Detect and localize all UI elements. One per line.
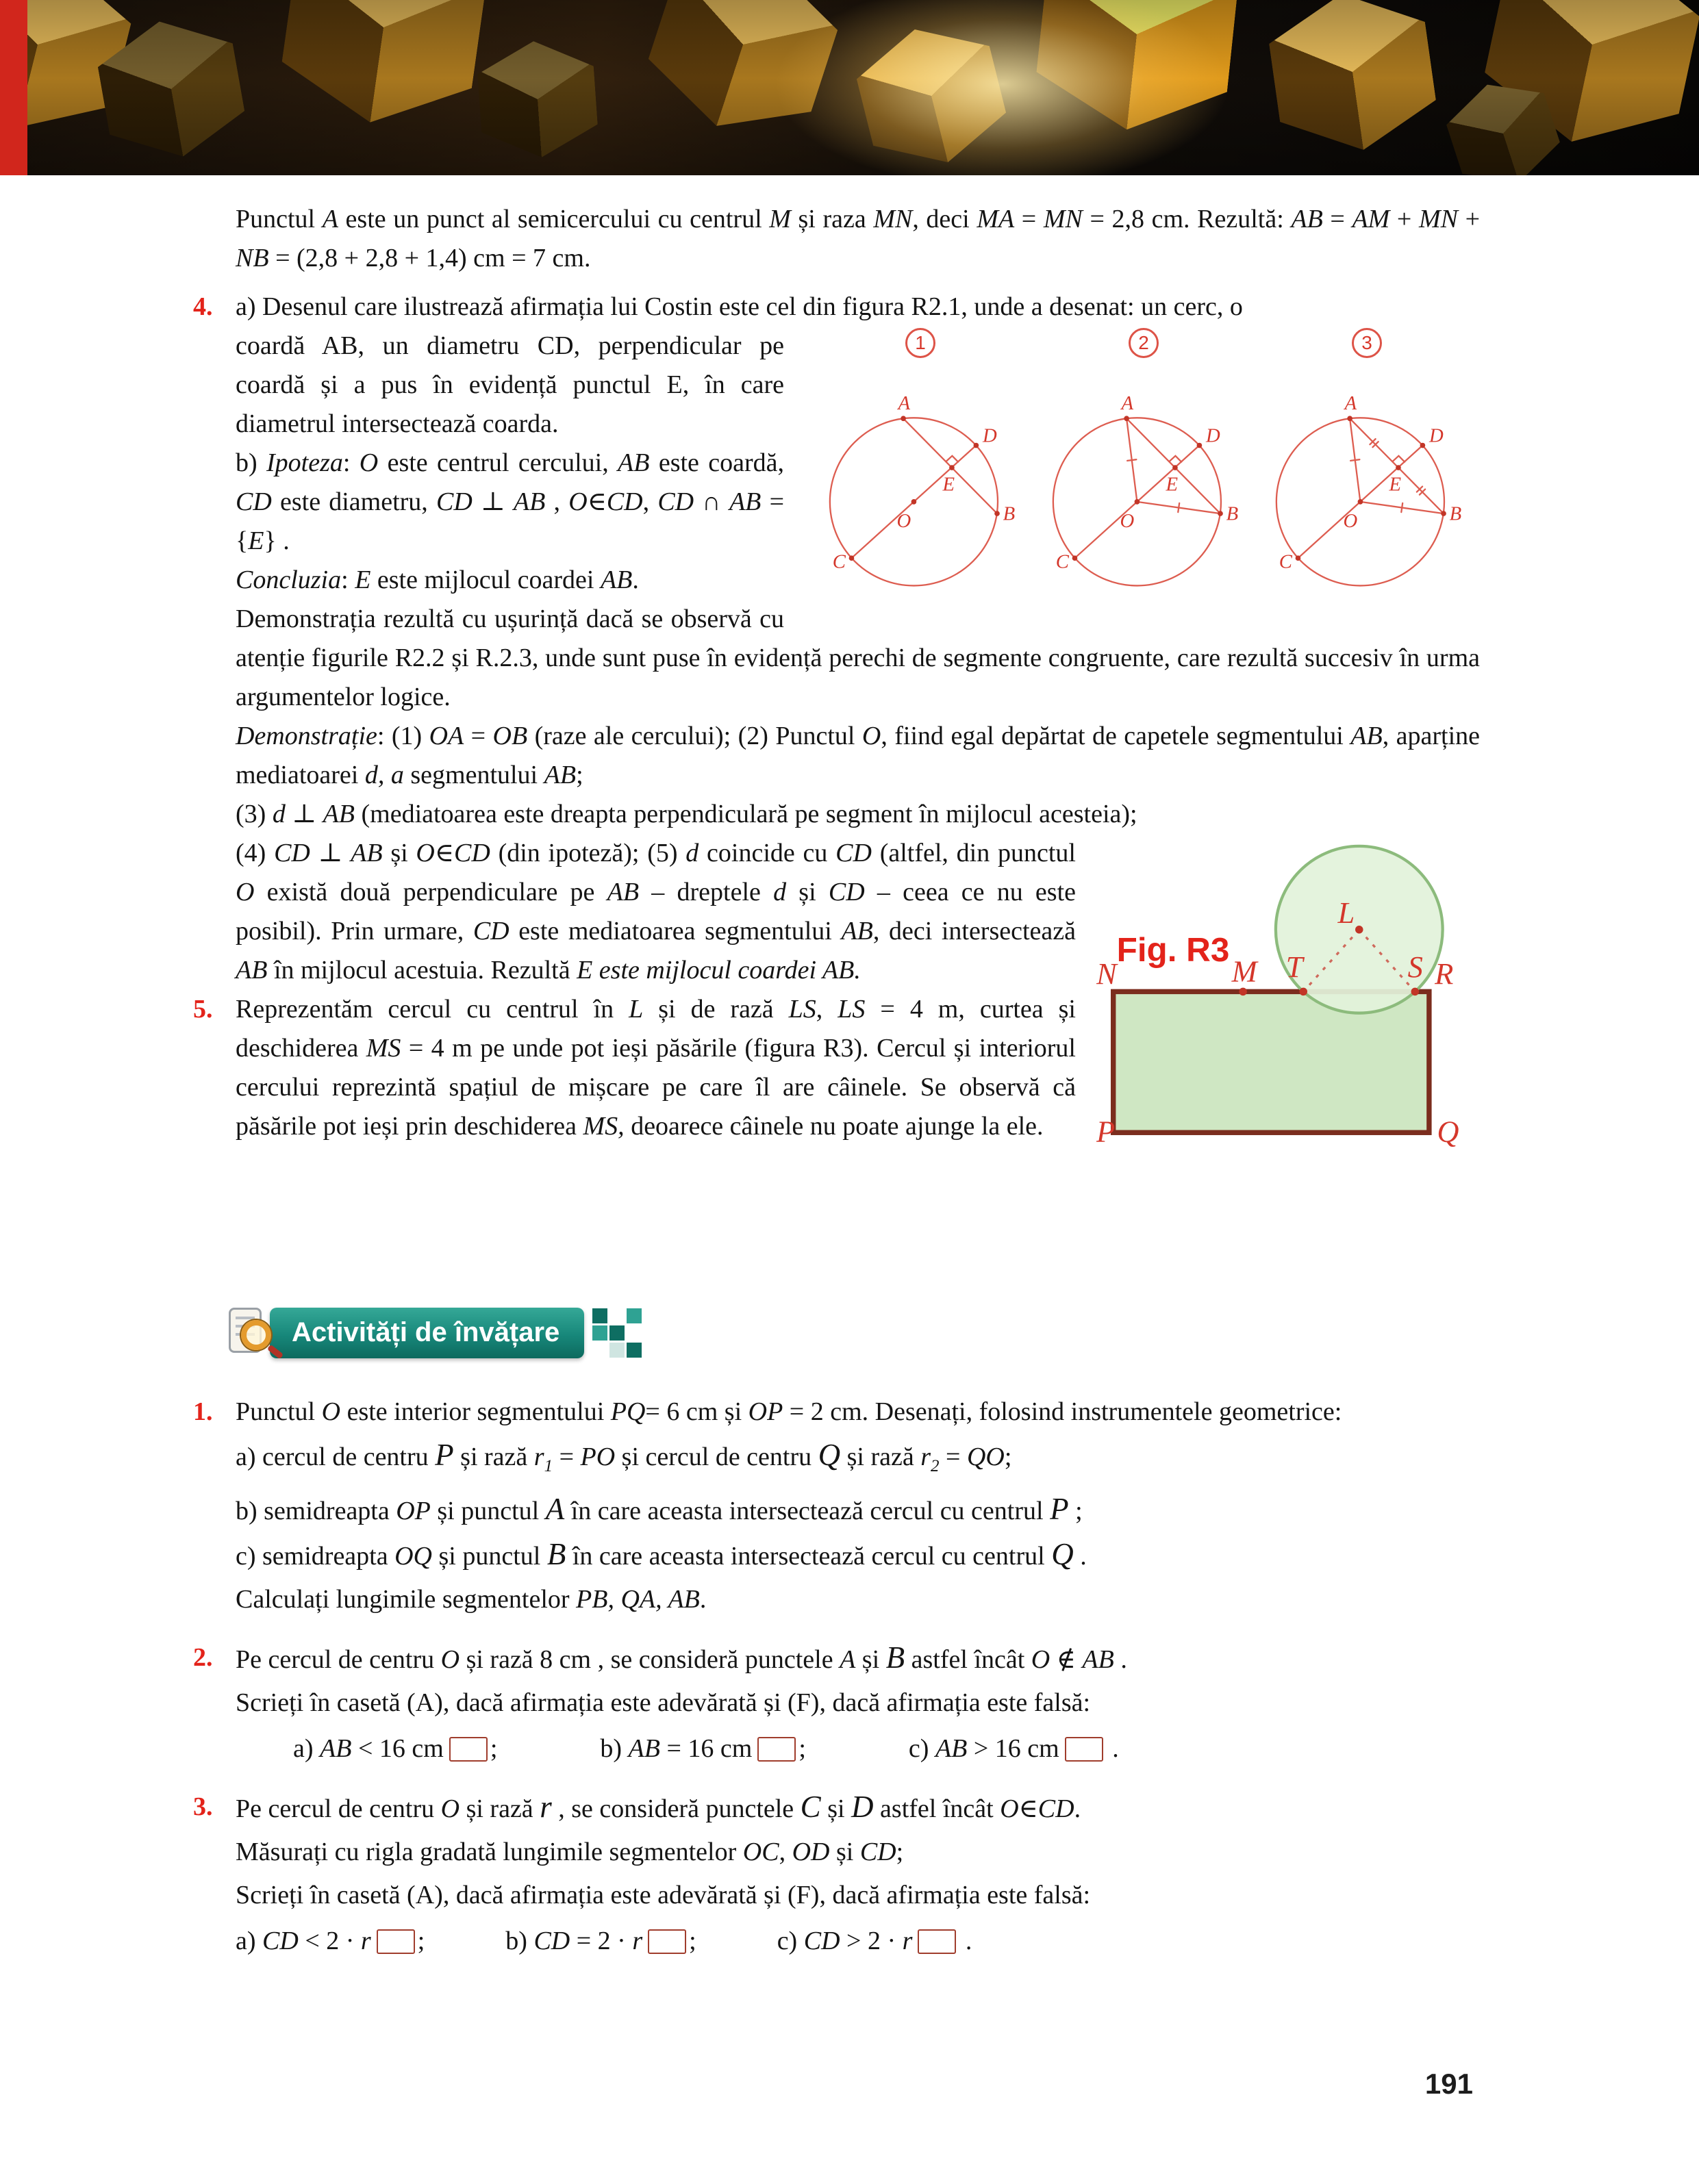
- option-3a: [236, 1922, 425, 1961]
- item-5-text: Reprezentăm cercul cu centrul în L și de rază LS, LS = 4 m, curtea și deschiderea MS = 4 m pe unde pot ieși păsările (figura R3). Cercul și interiorul cercului reprezintă spațiul de mișcare pe care îl are câinele. Se observă că păsările pot ieși prin deschiderea MS, deoarece câinele nu poate ajunge la ele.: [236, 995, 1076, 1141]
- option-3c: [777, 1922, 972, 1961]
- activity-2-intro: Pe cercul de centru O și rază 8 cm , se consideră punctele A și B astfel încât O ∉ AB .: [236, 1640, 1127, 1675]
- pixel-cell: [609, 1325, 625, 1341]
- activity-1d: Calculați lungimile segmentelor PB, QA, AB.: [236, 1585, 707, 1614]
- activities-banner: [225, 1305, 1480, 1361]
- point-labels: [1279, 392, 1461, 573]
- svg-text:B: B: [1003, 503, 1016, 525]
- svg-text:O: O: [1343, 510, 1358, 533]
- option-3b: [505, 1922, 696, 1961]
- option-3b-label: b) CD = 2 · r: [505, 1927, 643, 1955]
- svg-text:D: D: [1205, 424, 1220, 447]
- figure-r3-label: Fig. R3: [1116, 930, 1230, 969]
- activity-3-number: 3.: [193, 1792, 213, 1821]
- svg-text:B: B: [1226, 503, 1239, 525]
- pixel-grid-decoration: [592, 1308, 642, 1358]
- figure-r2-1-diagram: [809, 361, 1032, 623]
- item-4-ipoteza: b) Ipoteza: O este centrul cercului, AB este coardă, CD este diametru, CD ⊥ AB , O∈CD, CD ∩ AB = {E} .: [236, 448, 784, 555]
- svg-text:P: P: [1096, 1114, 1116, 1149]
- answer-box-3c[interactable]: [918, 1929, 956, 1954]
- answer-box-2b[interactable]: [757, 1737, 796, 1762]
- magnifier-icon: [241, 1320, 271, 1350]
- option-2c: [909, 1729, 1119, 1768]
- option-3a-label: a) CD < 2 · r: [236, 1927, 371, 1955]
- svg-text:D: D: [982, 424, 997, 447]
- figure-number-2: 2: [1129, 328, 1159, 358]
- svg-text:O: O: [1120, 510, 1135, 533]
- solution-continued-paragraph: Punctul A este un punct al semicercului cu centrul M și raza MN, deci MA = MN = 2,8 cm. Rezultă: AB = AM + MN + NB = (2,8 + 2,8 + 1,4) cm = 7 cm.: [236, 205, 1481, 272]
- figure-r2-3-diagram: [1255, 361, 1478, 623]
- option-2b: [600, 1729, 806, 1768]
- svg-text:T: T: [1285, 949, 1303, 984]
- pixel-cell: [627, 1308, 642, 1323]
- svg-text:A: A: [1344, 392, 1357, 414]
- svg-text:E: E: [1389, 473, 1402, 496]
- svg-text:Q: Q: [1437, 1114, 1459, 1149]
- item-4-steps45: (4) CD ⊥ AB și O∈CD (din ipoteză); (5) d coincide cu CD (altfel, din punctul O există două perpendiculare pe AB – dreptele d și CD – ceea ce nu este posibil). Prin urmare, CD este mediatoarea segmentului AB, deci intersectează AB în mijlocul acestuia. Rezultă E este mijlocul coardei AB.: [236, 839, 1077, 985]
- item-5-number: 5.: [193, 995, 213, 1024]
- answer-box-3a[interactable]: [377, 1929, 415, 1954]
- svg-text:E: E: [942, 473, 955, 496]
- activity-1a: a) cercul de centru P și rază $r_1$ = PO și cercul de centru Q și rază $r_2$ = QO;: [236, 1438, 1012, 1475]
- glow-overlay: [0, 0, 1699, 175]
- svg-text:C: C: [832, 550, 846, 573]
- svg-text:C: C: [1279, 550, 1292, 573]
- option-3c-label: c) CD > 2 · r: [777, 1927, 913, 1955]
- activity-1c: c) semidreapta OQ și punctul B în care aceasta intersectează cercul cu centrul Q .: [236, 1537, 1087, 1571]
- svg-text:N: N: [1096, 956, 1117, 991]
- activity-2-options: [293, 1729, 1480, 1768]
- activity-3-options: [236, 1922, 1480, 1961]
- svg-text:B: B: [1449, 503, 1462, 525]
- activity-1-number: 1.: [193, 1397, 213, 1426]
- header-image: [0, 0, 1699, 175]
- item-4-number: 4.: [193, 292, 213, 321]
- item-4-concluzia: Concluzia: E este mijlocul coardei AB.: [236, 566, 639, 594]
- svg-text:C: C: [1055, 550, 1069, 573]
- activities-banner-label: Activități de învățare: [270, 1308, 584, 1358]
- svg-text:D: D: [1429, 424, 1444, 447]
- figure-r2-group: [809, 328, 1480, 623]
- pixel-cell: [592, 1325, 607, 1341]
- svg-text:R: R: [1435, 956, 1454, 991]
- option-3b-sep: ;: [689, 1927, 696, 1955]
- header-red-strip: [0, 0, 27, 175]
- activity-1b: b) semidreapta OP și punctul A în care aceasta intersectează cercul cu centrul P ;: [236, 1492, 1083, 1526]
- activity-3-line2: Măsurați cu rigla gradată lungimile segmentelor OC, OD și CD;: [236, 1838, 904, 1866]
- option-2b-label: b) AB = 16 cm: [600, 1734, 753, 1763]
- activity-3: [193, 1788, 1480, 1961]
- answer-box-2c[interactable]: [1065, 1737, 1103, 1762]
- option-2c-label: c) AB > 16 cm: [908, 1734, 1059, 1763]
- figure-number-1: 1: [905, 328, 935, 358]
- pixel-cell: [627, 1325, 642, 1341]
- activities-section: [193, 1393, 1480, 1961]
- answer-box-3b[interactable]: [648, 1929, 686, 1954]
- item-4-wrap: coardă AB, un diametru CD, perpendicular pe coardă și a pus în evidență punctul E, în care diametrul intersectează coarda.: [236, 331, 784, 438]
- figure-r2-2-diagram: [1032, 361, 1255, 623]
- activity-1-intro: Punctul O este interior segmentului PQ= 6 cm și OP = 2 cm. Desenați, folosind instrumentele geometrice:: [236, 1397, 1342, 1426]
- svg-text:S: S: [1407, 949, 1423, 984]
- pixel-cell: [609, 1343, 625, 1358]
- figure-number-3: 3: [1352, 328, 1382, 358]
- activity-2-number: 2.: [193, 1643, 213, 1672]
- svg-text:A: A: [1121, 392, 1133, 414]
- svg-text:L: L: [1337, 895, 1355, 930]
- item-4-demonstratie: Demonstrație: (1) OA = OB (raze ale cercului); (2) Punctul O, fiind egal depărtat de capetele segmentului AB, aparține mediatoarei d, a segmentului AB;: [236, 722, 1480, 789]
- option-2a-label: a) AB < 16 cm: [293, 1734, 444, 1763]
- item-4-line1: a) Desenul care ilustrează afirmația lui Costin este cel din figura R2.1, unde a desenat: un cerc, o: [236, 292, 1243, 321]
- svg-text:O: O: [896, 510, 911, 533]
- activities-icon: [225, 1305, 281, 1361]
- option-3a-sep: ;: [417, 1927, 425, 1955]
- option-3c-sep: .: [959, 1927, 972, 1955]
- page-content: [0, 175, 1699, 1961]
- point-labels: [1056, 392, 1238, 573]
- option-2a-sep: ;: [490, 1734, 498, 1763]
- activity-2: [193, 1638, 1480, 1768]
- activity-3-intro: Pe cercul de centru O și rază r , se consideră punctele C și D astfel încât O∈CD.: [236, 1790, 1081, 1824]
- pixel-cell: [609, 1308, 625, 1323]
- option-2a: [293, 1729, 497, 1768]
- activity-2-note: Scrieți în casetă (A), dacă afirmația este adevărată și (F), dacă afirmația este falsă:: [236, 1688, 1091, 1717]
- option-2b-sep: ;: [798, 1734, 806, 1763]
- pixel-cell: [627, 1343, 642, 1358]
- item-4-step3: (3) d ⊥ AB (mediatoarea este dreapta perpendiculară pe segment în mijlocul acesteia);: [236, 800, 1137, 828]
- figure-r2-1: [809, 328, 1032, 623]
- figure-r2-2: [1032, 328, 1255, 623]
- svg-text:M: M: [1231, 954, 1257, 989]
- svg-text:A: A: [898, 392, 910, 414]
- item-4-observatie: Demonstrația rezultă cu ușurință dacă se observă cu atenție figurile R2.2 și R.2.3, unde sunt puse în evidență perechi de segmente congruente, care rezultă succesiv în urma argumentelor logice.: [236, 605, 1480, 711]
- option-2c-sep: .: [1105, 1734, 1119, 1763]
- answer-box-2a[interactable]: [449, 1737, 488, 1762]
- pixel-cell: [592, 1308, 607, 1323]
- svg-text:E: E: [1166, 473, 1179, 496]
- item-5: [193, 990, 1480, 1149]
- activity-1: [193, 1393, 1480, 1619]
- activity-3-note: Scrieți în casetă (A), dacă afirmația este adevărată și (F), dacă afirmația este falsă:: [236, 1881, 1091, 1909]
- figure-r2-3: [1255, 328, 1478, 623]
- point-labels: [833, 392, 1015, 573]
- pixel-cell: [592, 1343, 607, 1358]
- page-number: 191: [1424, 2068, 1473, 2100]
